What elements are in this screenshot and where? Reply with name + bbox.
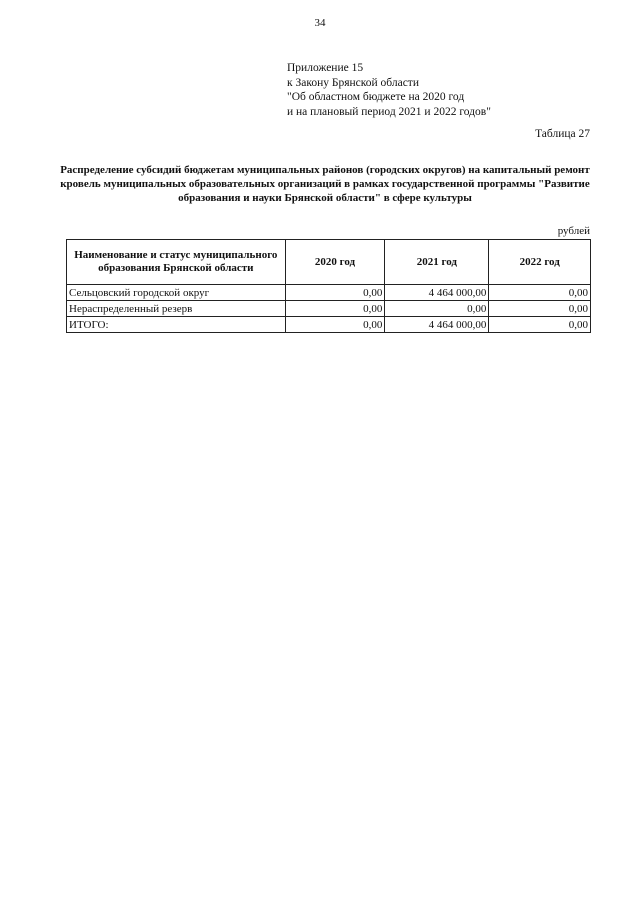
table-row [67,301,591,317]
header-name: Наименование и статус муниципального образования Брянской области [67,240,286,285]
row-2021: 4 464 000,00 [385,285,489,301]
unit-label: рублей [557,225,590,237]
document-title: Распределение субсидий бюджетам муниципальных районов (городских округов) на капитальный ремонт кровель муниципальных образовательных организаций в рамках государственной программы "Развитие образования и науки Брянской области" в сфере культуры [60,164,590,204]
total-2021: 4 464 000,00 [385,317,489,333]
table-header-row [67,240,591,285]
total-2020: 0,00 [285,317,385,333]
table-row [67,285,591,301]
row-name: Сельцовский городской округ [67,285,286,301]
appendix-line: к Закону Брянской области [287,76,419,89]
total-2022: 0,00 [489,317,591,333]
appendix-block [287,61,491,119]
row-name: Нераспределенный резерв [67,301,286,317]
table-label: Таблица 27 [535,128,590,140]
appendix-line: Приложение 15 [287,62,364,74]
subsidy-table [66,239,591,333]
row-2020: 0,00 [285,285,385,301]
row-2020: 0,00 [285,301,385,317]
page-number: 34 [314,17,326,29]
row-2022: 0,00 [489,301,591,317]
table-total-row [67,317,591,333]
total-label: ИТОГО: [67,317,286,333]
header-2020: 2020 год [285,240,385,285]
appendix-line: "Об областном бюджете на 2020 год [287,91,465,103]
header-2022: 2022 год [489,240,591,285]
row-2021: 0,00 [385,301,489,317]
appendix-line: и на плановый период 2021 и 2022 годов" [287,105,491,118]
row-2022: 0,00 [489,285,591,301]
header-2021: 2021 год [385,240,489,285]
